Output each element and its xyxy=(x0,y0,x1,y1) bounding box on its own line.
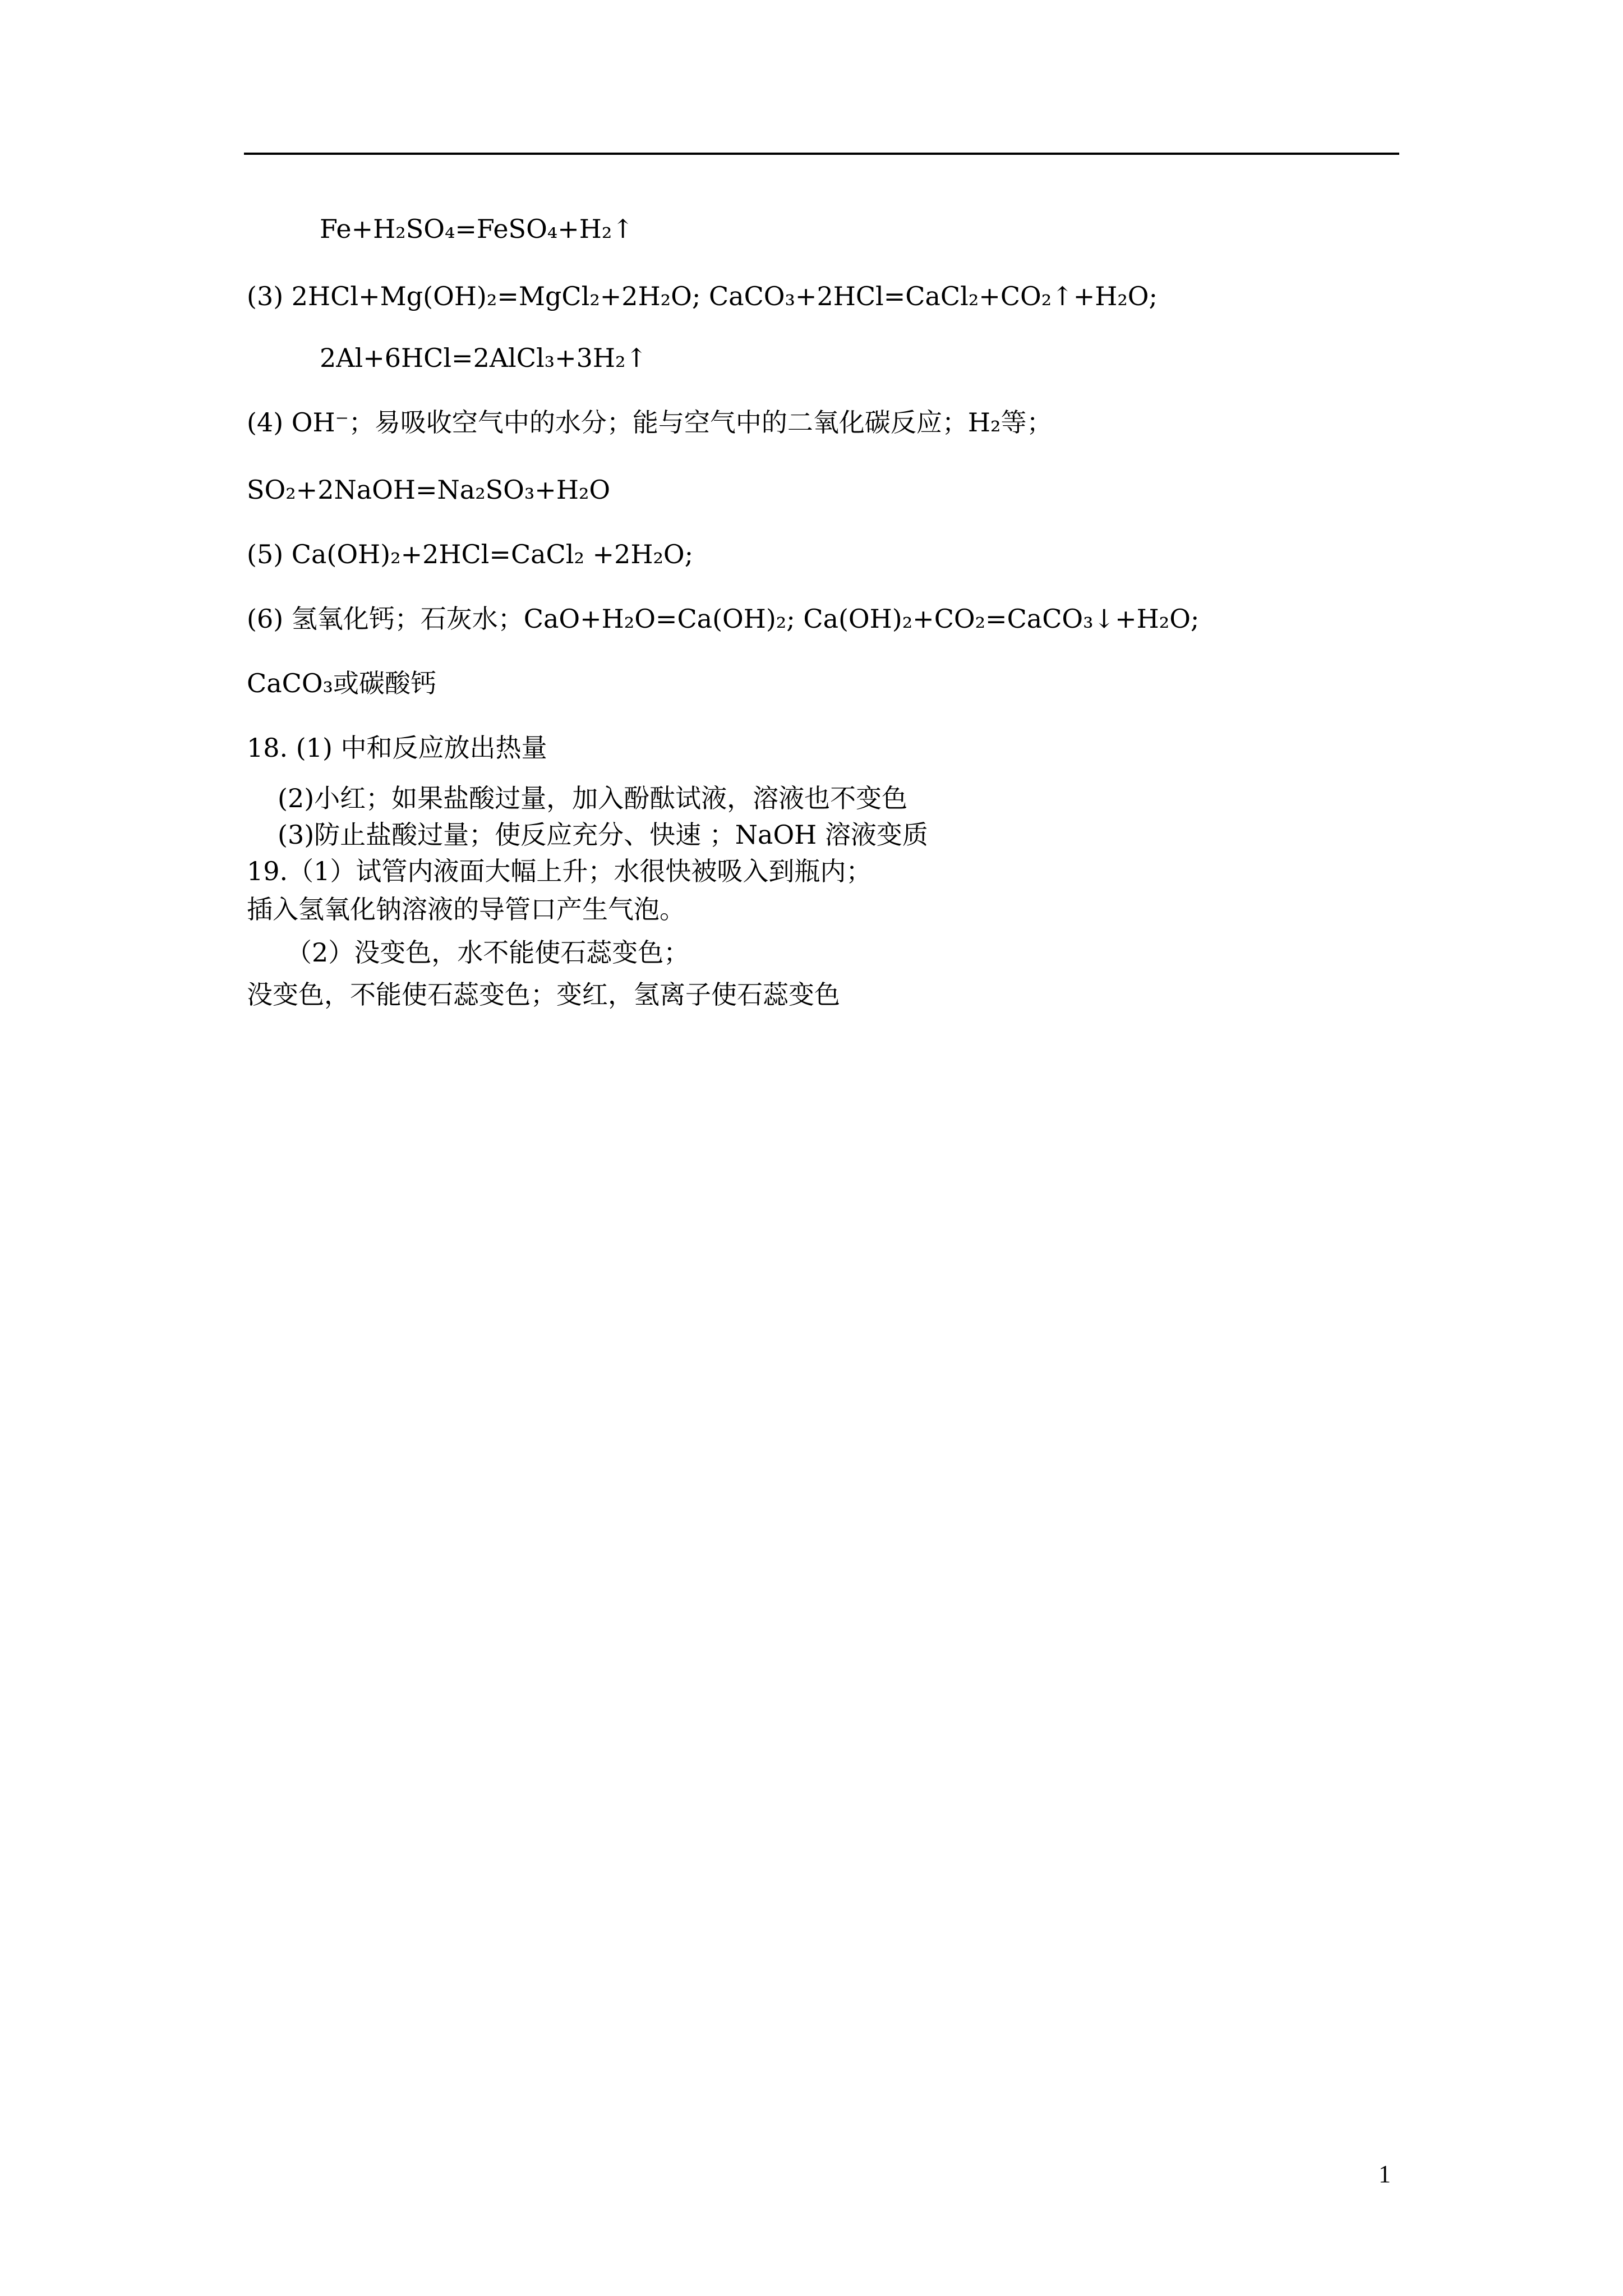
answer-6-line-1: (6) 氢氧化钙；石灰水；CaO+H₂O=Ca(OH)₂; Ca(OH)₂+CO₂=CaCO₃↓+H₂O; xyxy=(247,604,1200,634)
page-number: 1 xyxy=(1378,2160,1391,2188)
equation-fe-h2so4: Fe+H₂SO₄=FeSO₄+H₂↑ xyxy=(320,214,634,244)
question-18-part-3: (3)防止盐酸过量；使反应充分、快速 ；NaOH 溶液变质 xyxy=(278,820,928,850)
answer-3-line-2: 2Al+6HCl=2AlCl₃+3H₂↑ xyxy=(320,343,648,373)
question-18-part-2: (2)小红；如果盐酸过量，加入酚酞试液，溶液也不变色 xyxy=(278,783,908,813)
question-19-part-1-line-1: 19.（1）试管内液面大幅上升；水很快被吸入到瓶内； xyxy=(247,856,872,886)
answer-6-line-2: CaCO₃或碳酸钙 xyxy=(247,668,436,698)
answer-3-line-1: (3) 2HCl+Mg(OH)₂=MgCl₂+2H₂O; CaCO₃+2HCl=CaCl₂+CO₂↑+H₂O; xyxy=(247,281,1158,311)
answer-5: (5) Ca(OH)₂+2HCl=CaCl₂ +2H₂O; xyxy=(247,539,694,569)
question-18-part-1: 18. (1) 中和反应放出热量 xyxy=(247,733,547,763)
answer-4-line-1: (4) OH⁻；易吸收空气中的水分；能与空气中的二氧化碳反应；H₂等； xyxy=(247,407,1053,438)
question-19-part-1-line-2: 插入氢氧化钠溶液的导管口产生气泡。 xyxy=(247,894,685,924)
question-19-part-2-line-1: （2）没变色，水不能使石蕊变色； xyxy=(286,937,690,968)
answer-4-line-2: SO₂+2NaOH=Na₂SO₃+H₂O xyxy=(247,475,611,505)
header-rule xyxy=(244,153,1399,155)
question-19-part-2-line-2: 没变色，不能使石蕊变色；变红，氢离子使石蕊变色 xyxy=(247,979,840,1010)
